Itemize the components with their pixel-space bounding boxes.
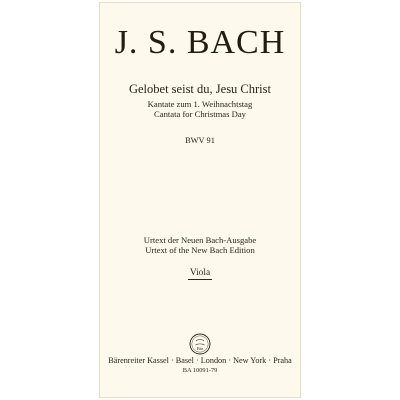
score-cover (99, 2, 301, 398)
work-title: Gelobet seist du, Jesu Christ (128, 82, 271, 96)
publisher-line: Bärenreiter Kassel · Basel · London · New York · Praha (108, 356, 292, 365)
edition-number: BA 10091-79 (182, 367, 218, 374)
subtitle-english: Cantata for Christmas Day (154, 109, 246, 119)
composer-name: J. S. BACH (114, 24, 286, 61)
catalogue-number: BWV 91 (185, 136, 215, 145)
baerenreiter-logo-icon (189, 333, 211, 355)
urtext-note-german: Urtext der Neuen Bach-Ausgabe (143, 235, 257, 245)
urtext-note-english: Urtext of the New Bach Edition (145, 245, 255, 255)
logo-text: Bär (196, 346, 204, 352)
instrument-label: Viola (189, 268, 211, 278)
instrument-part (100, 267, 300, 279)
subtitle-german: Kantate zum 1. Weihnachtstag (147, 99, 253, 109)
